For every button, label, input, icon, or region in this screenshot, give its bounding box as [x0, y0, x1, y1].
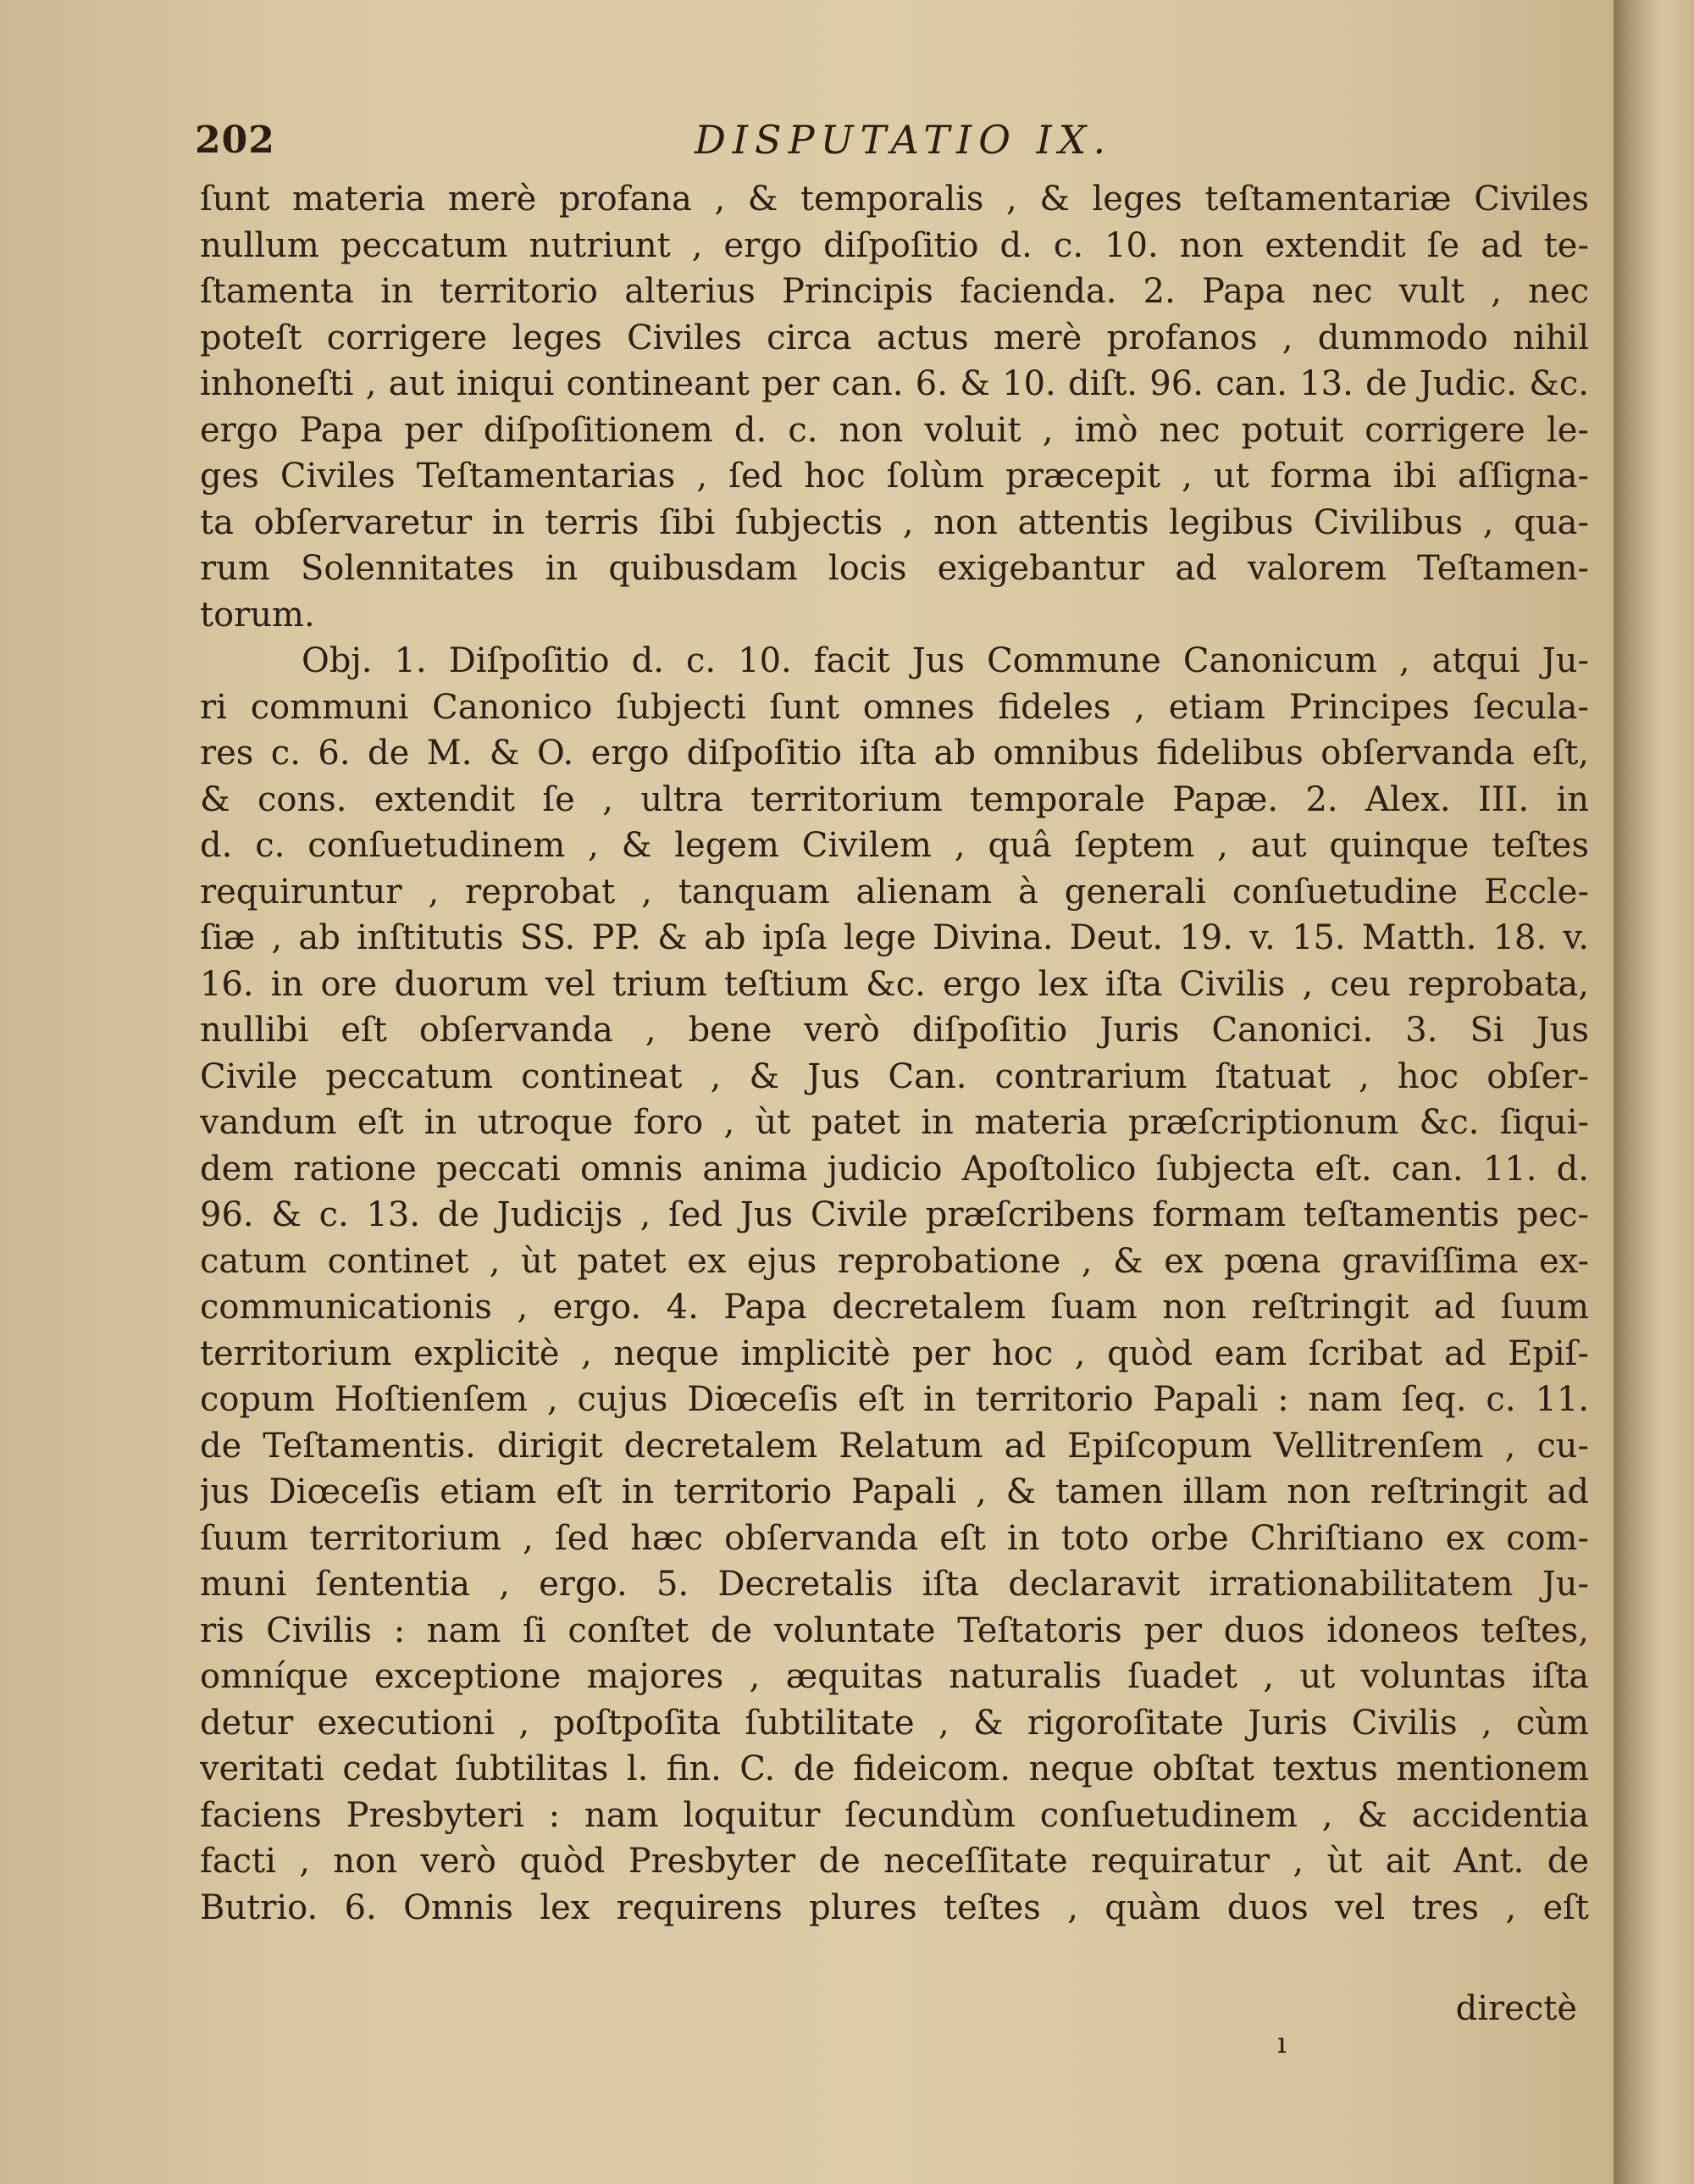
text-line: faciens Presbyteri : nam loquitur ſecundùm conſuetudinem , & accidentia	[200, 1795, 1589, 1835]
text-line: requiruntur , reprobat , tanquam alienam à generali conſuetudine Eccle-	[200, 872, 1589, 912]
catchword: directè	[1455, 1989, 1577, 2028]
text-line: territorium explicitè , neque implicitè per hoc , quòd eam ſcribat ad Epiſ-	[200, 1333, 1589, 1373]
text-line: omníque exceptione majores , æquitas naturalis ſuadet , ut voluntas iſta	[200, 1657, 1589, 1696]
signature-mark: ı	[1277, 2026, 1287, 2060]
text-line: rum Solennitates in quibusdam locis exigebantur ad valorem Teſtamen-	[200, 549, 1589, 588]
text-line: vandum eſt in utroque foro , ùt patet in materia præſcriptionum &c. ſiqui-	[200, 1103, 1589, 1142]
text-line: ſuum territorium , ſed hæc obſervanda eſt in toto orbe Chriſtiano ex com-	[200, 1518, 1589, 1558]
text-line: res c. 6. de M. & O. ergo diſpoſitio iſta ab omnibus fidelibus obſervanda eſt,	[200, 734, 1589, 773]
text-line: ſtamenta in territorio alterius Principis facienda. 2. Papa nec vult , nec	[200, 272, 1589, 311]
text-line: communicationis , ergo. 4. Papa decretalem ſuam non reſtringit ad ſuum	[200, 1288, 1589, 1327]
text-line: dem ratione peccati omnis anima judicio Apoſtolico ſubjecta eſt. can. 11. d.	[200, 1149, 1589, 1189]
text-line: Civile peccatum contineat , & Jus Can. contrarium ſtatuat , hoc obſer-	[200, 1056, 1589, 1096]
text-line: facti , non verò quòd Presbyter de neceſſitate requiratur , ùt ait Ant. de	[200, 1842, 1589, 1881]
text-line: detur executioni , poſtpoſita ſubtilitate , & rigoroſitate Juris Civilis , cùm	[200, 1703, 1589, 1743]
text-line: veritati cedat ſubtilitas l. fin. C. de fideicom. neque obſtat textus mentionem	[200, 1749, 1589, 1788]
text-line: torum.	[200, 595, 315, 635]
text-line: nullibi eſt obſervanda , bene verò diſpoſitio Juris Canonici. 3. Si Jus	[200, 1011, 1589, 1050]
text-line: & cons. extendit ſe , ultra territorium temporale Papæ. 2. Alex. III. in	[200, 779, 1589, 819]
text-line: jus Diœceſis etiam eſt in territorio Papali , & tamen illam non reſtringit ad	[200, 1472, 1589, 1511]
text-line: 16. in ore duorum vel trium teſtium &c. ergo lex iſta Civilis , ceu reprobata,	[200, 964, 1589, 1004]
text-line: ges Civiles Teſtamentarias , ſed hoc ſolùm præcepit , ut forma ibi aſſigna-	[200, 457, 1589, 496]
running-head: DISPUTATIO IX.	[695, 117, 1113, 163]
text-line: Butrio. 6. Omnis lex requirens plures teſtes , quàm duos vel tres , eſt	[200, 1887, 1589, 1927]
text-line: copum Hoſtienſem , cujus Diœceſis eſt in territorio Papali : nam ſeq. c. 11.	[200, 1380, 1589, 1419]
page-number: 202	[195, 119, 275, 162]
text-line: ergo Papa per diſpoſitionem d. c. non voluit , imò nec potuit corrigere le-	[200, 410, 1589, 450]
text-line: catum continet , ùt patet ex ejus reprobatione , & ex pœna graviſſima ex-	[200, 1241, 1589, 1281]
text-line: ris Civilis : nam ſi conſtet de voluntate Teſtatoris per duos idoneos teſtes,	[200, 1610, 1589, 1650]
text-line: muni ſententia , ergo. 5. Decretalis iſta declaravit irrationabilitatem Ju-	[200, 1565, 1589, 1604]
text-line: ſiæ , ab inſtitutis SS. PP. & ab ipſa lege Divina. Deut. 19. v. 15. Matth. 18. v.	[200, 918, 1589, 957]
body-text	[200, 176, 1589, 1931]
text-line: ta obſervaretur in terris ſibi ſubjectis , non attentis legibus Civilibus , qua-	[200, 502, 1589, 542]
text-line: ſunt materia merè profana , & temporalis , & leges teſtamentariæ Civiles	[200, 180, 1589, 219]
text-line: ri communi Canonico ſubjecti ſunt omnes fideles , etiam Principes ſecula-	[200, 687, 1589, 727]
book-gutter	[1614, 0, 1694, 2184]
text-line: Obj. 1. Diſpoſitio d. c. 10. facit Jus Commune Canonicum , atqui Ju-	[302, 641, 1589, 680]
text-line: 96. & c. 13. de Judicijs , ſed Jus Civile præſcribens formam teſtamentis pec-	[200, 1195, 1589, 1234]
text-line: inhoneſti , aut iniqui contineant per can. 6. & 10. diſt. 96. can. 13. de Judic. &c.	[200, 364, 1589, 403]
text-line: nullum peccatum nutriunt , ergo diſpoſitio d. c. 10. non extendit ſe ad te-	[200, 225, 1589, 265]
text-line: de Teſtamentis. dirigit decretalem Relatum ad Epiſcopum Vellitrenſem , cu-	[200, 1426, 1589, 1466]
page-header	[195, 119, 1584, 178]
text-line: d. c. conſuetudinem , & legem Civilem , quâ ſeptem , aut quinque teſtes	[200, 826, 1589, 865]
text-line: poteſt corrigere leges Civiles circa actus merè profanos , dummodo nihil	[200, 318, 1589, 358]
